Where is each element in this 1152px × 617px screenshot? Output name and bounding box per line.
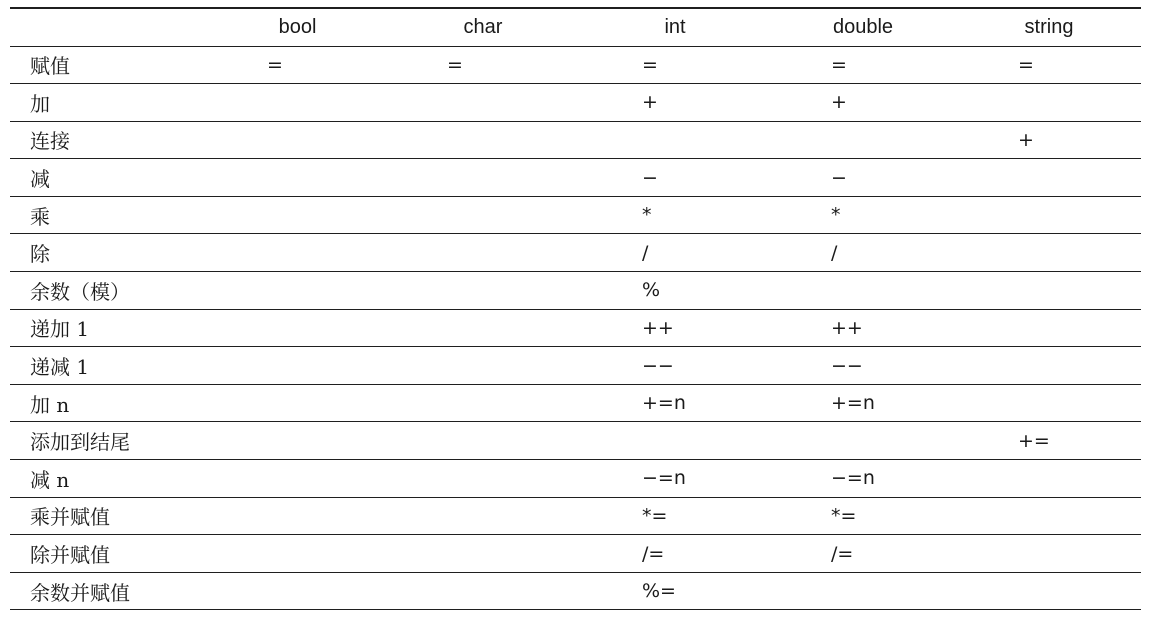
operator-cell-int: − (581, 159, 769, 197)
header-blank (10, 8, 210, 46)
table-row (10, 535, 1141, 573)
operator-cell-double: * (769, 196, 957, 234)
operator-cell-double: −=n (769, 460, 957, 498)
operator-cell-bool (210, 196, 385, 234)
operator-cell-string (957, 535, 1141, 573)
operator-cell-string (957, 347, 1141, 385)
operator-cell-int: +=n (581, 384, 769, 422)
header-char: char (385, 8, 581, 46)
operator-cell-int: %= (581, 572, 769, 610)
table-row (10, 572, 1141, 610)
table-body (10, 46, 1141, 610)
row-label: 添加到结尾 (10, 422, 210, 460)
operator-cell-bool (210, 309, 385, 347)
operator-cell-bool (210, 84, 385, 122)
operator-cell-char (385, 460, 581, 498)
operator-cell-char (385, 497, 581, 535)
operator-cell-string (957, 234, 1141, 272)
table-row (10, 84, 1141, 122)
row-label: 乘 (10, 196, 210, 234)
operator-cell-char (385, 121, 581, 159)
operator-cell-string (957, 497, 1141, 535)
operator-cell-char (385, 84, 581, 122)
row-label: 减 (10, 159, 210, 197)
row-label: 连接 (10, 121, 210, 159)
table-row (10, 497, 1141, 535)
operator-cell-int: * (581, 196, 769, 234)
operator-cell-double: *= (769, 497, 957, 535)
row-label: 余数（模） (10, 272, 210, 310)
operator-cell-bool (210, 159, 385, 197)
table-row (10, 46, 1141, 84)
operator-cell-int: = (581, 46, 769, 84)
header-double: double (769, 8, 957, 46)
operator-cell-bool (210, 535, 385, 573)
operator-cell-char (385, 384, 581, 422)
operator-cell-string (957, 309, 1141, 347)
operator-cell-char (385, 272, 581, 310)
table-row (10, 384, 1141, 422)
table-row (10, 121, 1141, 159)
table-header (10, 8, 1141, 46)
operator-cell-double (769, 272, 957, 310)
operator-cell-bool (210, 272, 385, 310)
row-label: 除并赋值 (10, 535, 210, 573)
operator-cell-char (385, 347, 581, 385)
row-label: 减 n (10, 460, 210, 498)
operator-cell-bool (210, 422, 385, 460)
operator-cell-double: ++ (769, 309, 957, 347)
operator-cell-char (385, 234, 581, 272)
operator-cell-bool (210, 121, 385, 159)
operator-cell-string (957, 384, 1141, 422)
operator-cell-double (769, 572, 957, 610)
operator-cell-string (957, 159, 1141, 197)
header-row (10, 8, 1141, 46)
row-label: 乘并赋值 (10, 497, 210, 535)
operator-cell-double: − (769, 159, 957, 197)
row-label: 递加 1 (10, 309, 210, 347)
operator-cell-char (385, 309, 581, 347)
header-int: int (581, 8, 769, 46)
operator-cell-char (385, 572, 581, 610)
operator-cell-string: += (957, 422, 1141, 460)
operator-cell-int (581, 121, 769, 159)
operator-cell-string (957, 272, 1141, 310)
table-row (10, 422, 1141, 460)
operator-cell-string (957, 460, 1141, 498)
operator-cell-int: / (581, 234, 769, 272)
operator-cell-bool (210, 347, 385, 385)
operator-cell-char (385, 535, 581, 573)
operator-cell-double (769, 422, 957, 460)
operator-cell-string: + (957, 121, 1141, 159)
row-label: 赋值 (10, 46, 210, 84)
row-label: 加 (10, 84, 210, 122)
operator-cell-int: −− (581, 347, 769, 385)
operator-cell-double: = (769, 46, 957, 84)
operator-cell-int: % (581, 272, 769, 310)
header-bool: bool (210, 8, 385, 46)
operator-cell-bool (210, 497, 385, 535)
operator-cell-string (957, 572, 1141, 610)
operator-cell-int: /= (581, 535, 769, 573)
table-row (10, 234, 1141, 272)
operator-cell-bool (210, 234, 385, 272)
operator-table (10, 7, 1141, 610)
operator-cell-int: *= (581, 497, 769, 535)
operator-cell-char (385, 422, 581, 460)
operator-cell-double: / (769, 234, 957, 272)
operator-cell-char (385, 196, 581, 234)
table-row (10, 347, 1141, 385)
operator-cell-string: = (957, 46, 1141, 84)
operator-cell-string (957, 196, 1141, 234)
operator-cell-bool: = (210, 46, 385, 84)
operator-cell-int: −=n (581, 460, 769, 498)
table-row (10, 272, 1141, 310)
row-label: 余数并赋值 (10, 572, 210, 610)
table-row (10, 159, 1141, 197)
operator-cell-bool (210, 460, 385, 498)
operator-cell-double: −− (769, 347, 957, 385)
operator-cell-int (581, 422, 769, 460)
operator-cell-double: /= (769, 535, 957, 573)
operator-cell-bool (210, 572, 385, 610)
row-label: 除 (10, 234, 210, 272)
operator-cell-double: +=n (769, 384, 957, 422)
row-label: 加 n (10, 384, 210, 422)
operator-cell-char (385, 159, 581, 197)
header-string: string (957, 8, 1141, 46)
operator-cell-double (769, 121, 957, 159)
operator-cell-int: + (581, 84, 769, 122)
table-row (10, 309, 1141, 347)
operator-cell-bool (210, 384, 385, 422)
operator-cell-double: + (769, 84, 957, 122)
operator-cell-char: = (385, 46, 581, 84)
operator-cell-int: ++ (581, 309, 769, 347)
row-label: 递减 1 (10, 347, 210, 385)
table-row (10, 460, 1141, 498)
operator-cell-string (957, 84, 1141, 122)
table-row (10, 196, 1141, 234)
